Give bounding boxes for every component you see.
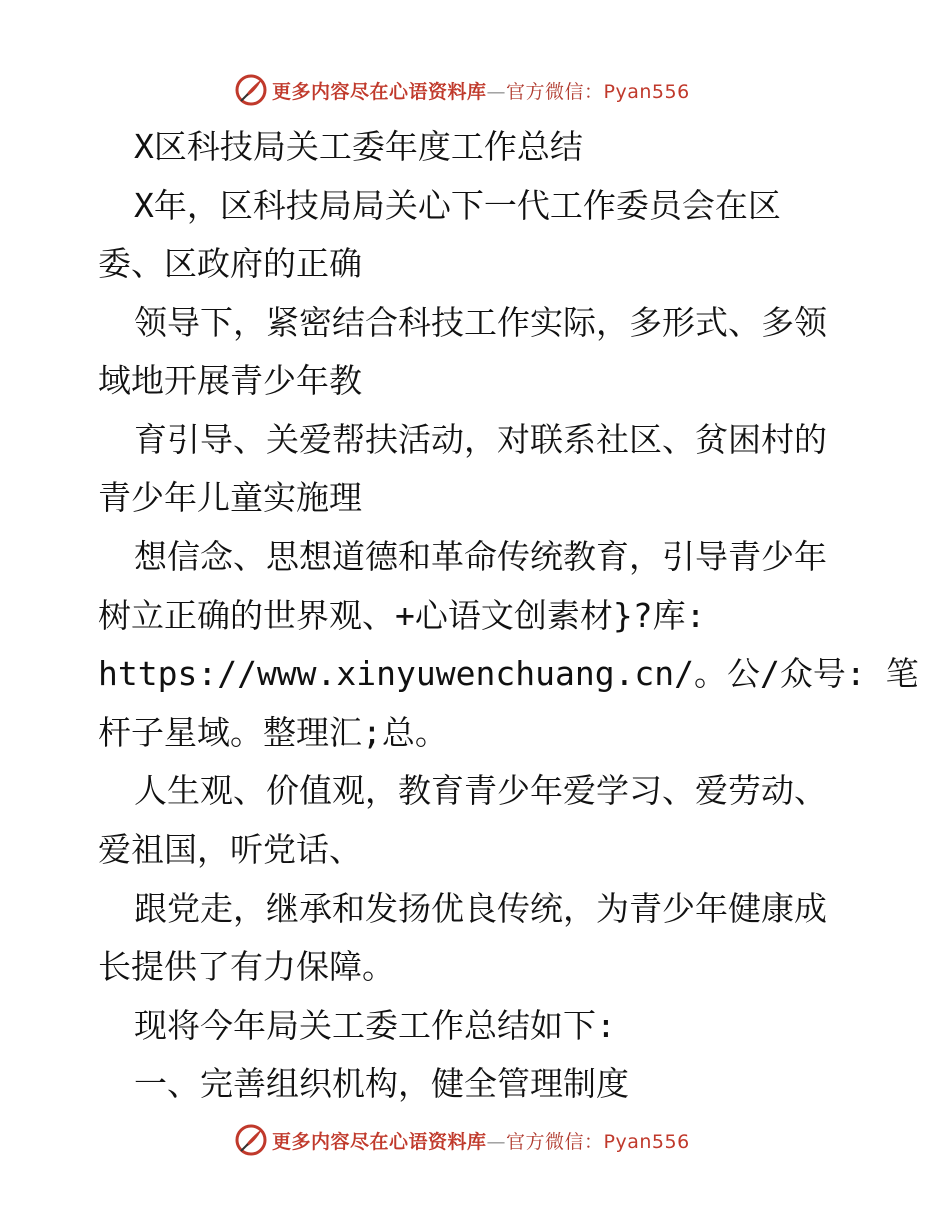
body-line: 想信念、思想道德和革命传统教育，引导青少年 [134,537,827,576]
watermark-banner-top [234,72,734,108]
body-line-url: https://www.xinyuwenchuang.cn/。公/众号: 笔 [98,654,919,693]
section-heading: 一、完善组织机构，健全管理制度 [134,1064,629,1103]
document-title: X区科技局关工委年度工作总结 [134,127,583,166]
body-line: 青少年儿童实施理 [98,478,362,517]
body-line: 跟党走，继承和发扬优良传统，为青少年健康成 [134,889,827,928]
watermark-text: 更多内容尽在心语资料库—官方微信：Pyan556 [272,1130,690,1153]
body-line: 委、区政府的正确 [98,244,362,283]
feather-in-circle-icon [234,73,268,107]
body-line: 人生观、价值观，教育青少年爱学习、爱劳动、 [134,771,827,810]
body-line: 育引导、关爱帮扶活动，对联系社区、贫困村的 [134,420,827,459]
watermark-banner-bottom [234,1122,734,1158]
body-line: 现将今年局关工委工作总结如下: [134,1006,616,1045]
body-line: 领导下，紧密结合科技工作实际，多形式、多领 [134,303,827,342]
body-line: X年，区科技局局关心下一代工作委员会在区 [134,186,781,225]
body-line: 爱祖国，听党话、 [98,830,362,869]
feather-in-circle-icon [234,1123,268,1157]
body-line: 杆子星域。整理汇;总。 [98,713,448,752]
body-line: 域地开展青少年教 [98,361,362,400]
body-line: 长提供了有力保障。 [98,947,395,986]
body-line: 树立正确的世界观、+心语文创素材}?库: [98,596,706,635]
watermark-text: 更多内容尽在心语资料库—官方微信：Pyan556 [272,80,690,103]
